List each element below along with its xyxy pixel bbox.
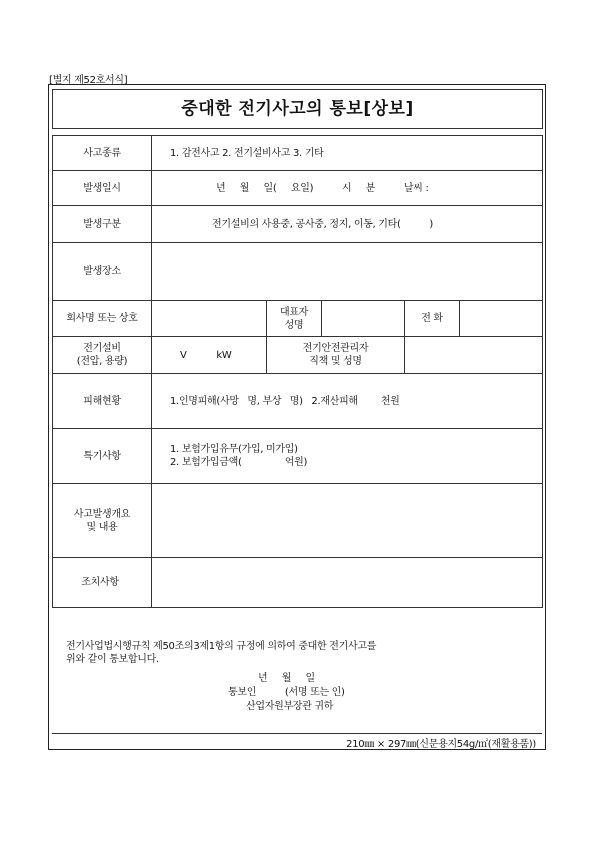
- safety-manager-label: [267, 337, 405, 374]
- damage-value[interactable]: 1.인명피해(사망 명, 부상 명) 2.재산피해 천원: [152, 374, 543, 429]
- unit-kilowatt: kW: [216, 349, 232, 361]
- safety-manager-label-line1: 전기안전관리자: [302, 343, 369, 354]
- occurrence-datetime-value[interactable]: 년 월 일( 요일) 시 분 날씨 :: [152, 171, 543, 206]
- occurrence-place-label: 발생장소: [53, 243, 152, 301]
- company-label: 회사명 또는 상호: [53, 301, 152, 337]
- summary-value[interactable]: [152, 484, 543, 558]
- addressee: 산업자원부장관 귀하: [246, 701, 334, 712]
- insurance-amount: 2. 보험가입금액( 억원): [170, 457, 308, 468]
- accident-type-value[interactable]: 1. 감전사고 2. 전기설비사고 3. 기타: [152, 136, 543, 171]
- representative-value[interactable]: [322, 301, 405, 337]
- declaration-line1: 전기사업법시행규칙 제50조의3제1항의 규정에 의하여 중대한 전기사고를: [66, 641, 377, 652]
- form-title: 중대한 전기사고의 통보[상보]: [53, 90, 543, 129]
- phone-label: 전 화: [405, 301, 460, 337]
- company-value[interactable]: [152, 301, 267, 337]
- equipment-label: [53, 337, 152, 374]
- form-code: [별지 제52호서식]: [49, 75, 128, 86]
- form-table: [52, 89, 543, 608]
- summary-label: [53, 484, 152, 558]
- representative-label-line2: 성명: [284, 319, 304, 331]
- form-body: [52, 89, 542, 608]
- special-notes-value[interactable]: [152, 429, 543, 484]
- special-notes-label: 특기사항: [53, 429, 152, 484]
- declaration-date[interactable]: 년 월 일: [258, 673, 315, 684]
- representative-label-line1: 대표자: [279, 306, 309, 318]
- damage-label: 피해현황: [53, 374, 152, 429]
- equipment-label-line2: (전압, 용량): [76, 356, 128, 367]
- summary-label-line2: 및 내용: [86, 521, 118, 533]
- safety-manager-label-line2: 직책 및 성명: [309, 356, 362, 367]
- spacer: [53, 129, 543, 136]
- representative-label: [267, 301, 322, 337]
- phone-value[interactable]: [460, 301, 543, 337]
- unit-volt: V: [180, 349, 187, 361]
- occurrence-category-value[interactable]: 전기설비의 사용중, 공사중, 정지, 이동, 기타( ): [152, 206, 543, 243]
- reporter-signature[interactable]: 통보인 (서명 또는 인): [228, 687, 345, 698]
- paper-spec: 210㎜ × 297㎜(신문용지54g/㎡(재활용품)): [346, 739, 536, 750]
- measures-value[interactable]: [152, 558, 543, 608]
- summary-label-line1: 사고발생개요: [73, 508, 131, 520]
- occurrence-category-label: 발생구분: [53, 206, 152, 243]
- insurance-status: 1. 보험가입유무(가입, 미가입): [170, 444, 298, 455]
- safety-manager-value[interactable]: [405, 337, 543, 374]
- declaration-text: [66, 640, 376, 666]
- paper-spec-footer: [52, 733, 542, 748]
- occurrence-place-value[interactable]: [152, 243, 543, 301]
- equipment-value[interactable]: [152, 337, 267, 374]
- equipment-label-line1: 전기설비: [83, 343, 121, 354]
- declaration-line2: 위와 같이 통보합니다.: [66, 654, 159, 665]
- measures-label: 조치사항: [53, 558, 152, 608]
- accident-type-label: 사고종류: [53, 136, 152, 171]
- occurrence-datetime-label: 발생일시: [53, 171, 152, 206]
